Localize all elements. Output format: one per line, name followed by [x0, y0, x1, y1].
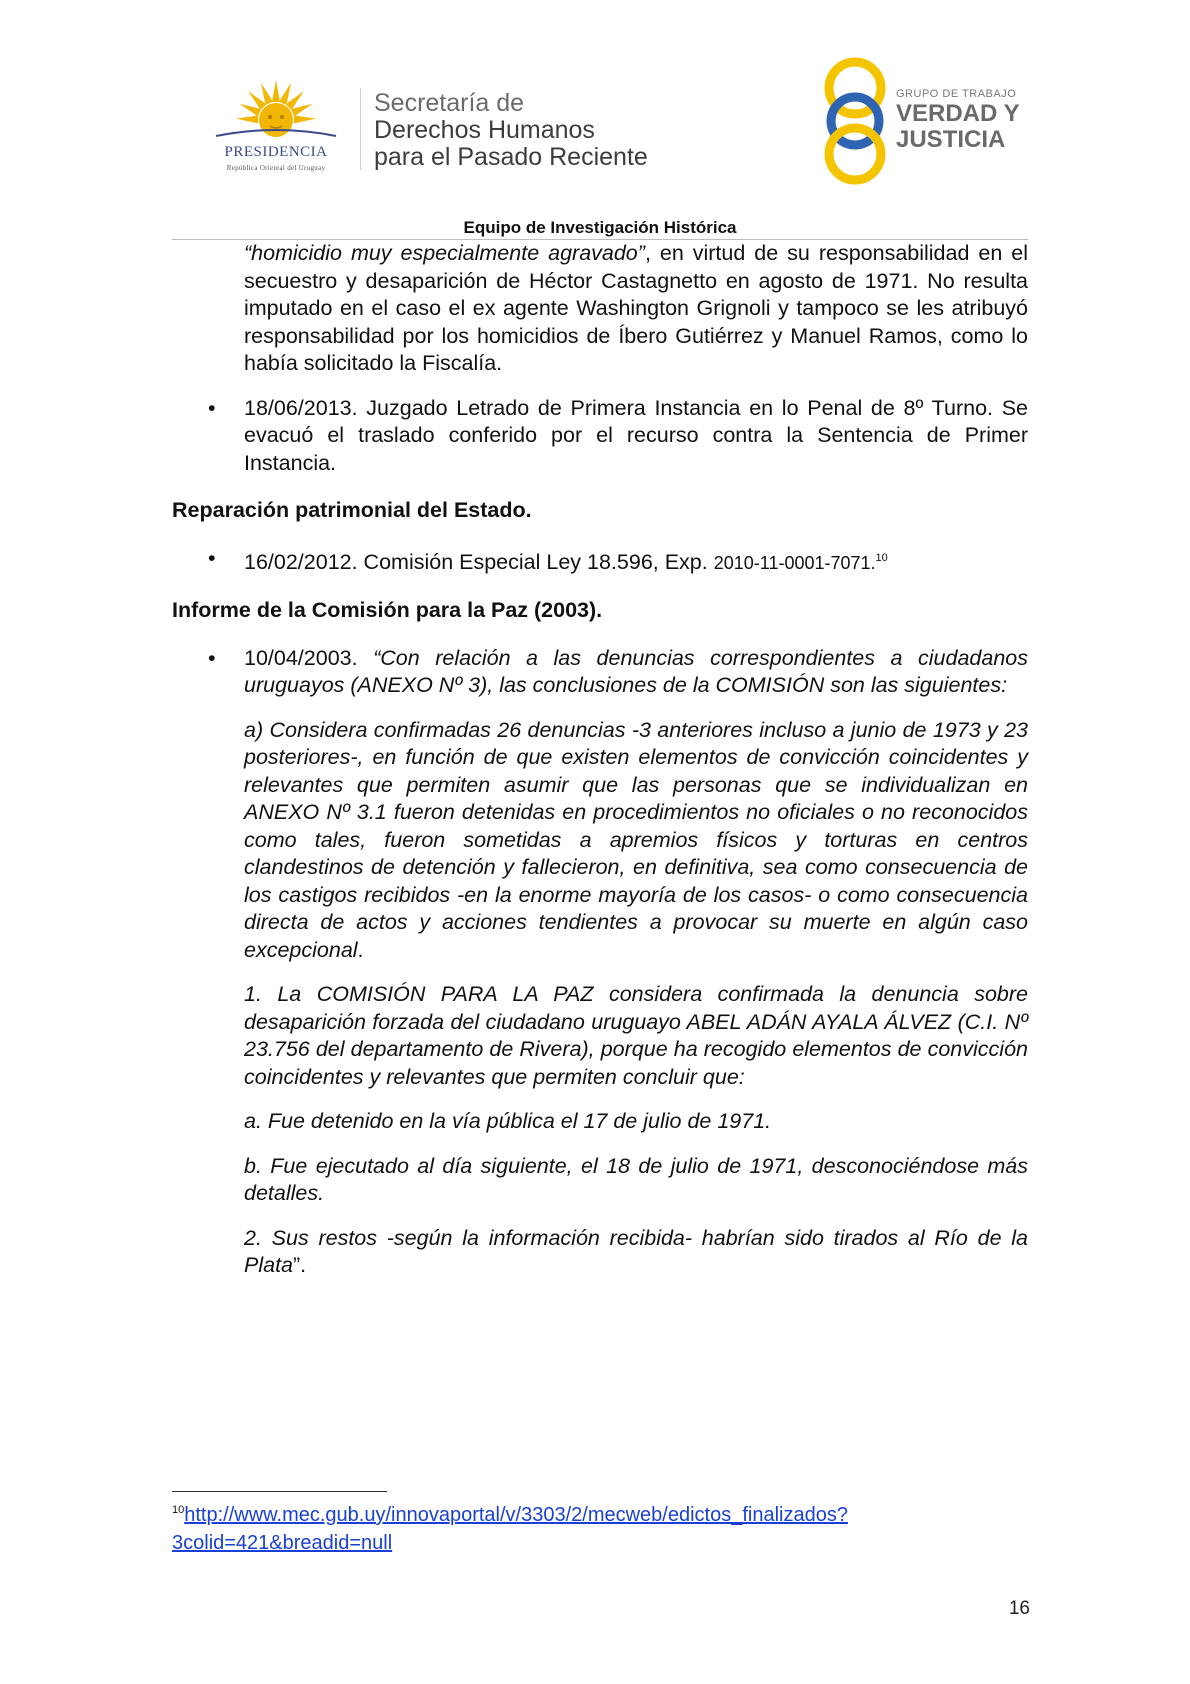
list-item-date: 10/04/2003.	[244, 645, 374, 670]
bullet-icon: •	[208, 395, 216, 420]
quote-text: 2. Sus restos -según la información recibida- habrían sido tirados al Río de la Plata	[244, 1225, 1028, 1277]
list-item-text	[244, 645, 1028, 700]
italic-quote: “Con relación a las denuncias correspondientes a ciudadanos uruguayos (ANEXO Nº 3), las conclusiones de la COMISIÓN son las siguientes:	[244, 645, 1028, 697]
quote-paragraph	[172, 717, 1028, 965]
header-divider	[360, 88, 361, 170]
list-item-text: 18/06/2013. Juzgado Letrado de Primera Instancia en lo Penal de 8º Turno. Se evacuó el traslado conferido por el recurso contra la Sentencia de Primer Instancia.	[244, 395, 1028, 475]
quote-paragraph	[172, 1225, 1028, 1280]
quote-paragraph: b. Fue ejecutado al día siguiente, el 18 de julio de 1971, desconociéndose más detalles.	[244, 1153, 1028, 1205]
section-heading: Reparación patrimonial del Estado.	[172, 498, 532, 522]
rings-icon	[820, 56, 890, 186]
footnote	[172, 1496, 1028, 1557]
section-heading: Informe de la Comisión para la Paz (2003).	[172, 598, 603, 622]
bullet-icon: •	[208, 545, 216, 570]
document-body	[172, 240, 1028, 1280]
list-item	[172, 395, 1028, 478]
grupo-label: GRUPO DE TRABAJO	[896, 88, 1017, 100]
secretaria-line: Secretaría de	[374, 89, 525, 117]
list-item-text	[244, 545, 1028, 578]
footnote-rule	[172, 1491, 387, 1492]
secretaria-line: Derechos Humanos	[374, 116, 595, 144]
list-item	[172, 645, 1028, 700]
footnote-ref[interactable]: 10	[875, 551, 888, 564]
secretaria-line: para el Pasado Reciente	[374, 143, 648, 171]
quote-text: a) Considera confirmadas 26 denuncias -3 anteriores incluso a junio de 1973 y 23 posteriores-, en función de que existen elementos de convicción coincidentes y relevantes que permiten asumir que las personas que se individualizan en ANEXO Nº 3.1 fueron detenidas en procedimientos no oficiales o no reconocidos como tales, fueron sometidas a apremios físicos y torturas en centros clandestinos de detención y fallecieron, en definitiva, sea como consecuencia de los castigos recibidos -en la enorme mayoría de los casos- o como consecuencia directa de actos y acciones tendientes a provocar su muerte en algún caso excepcional	[244, 717, 1028, 962]
quote-end: .	[357, 937, 364, 962]
bullet-icon: •	[208, 645, 216, 670]
footnote-mark: 10	[172, 1504, 185, 1516]
sun-icon	[196, 78, 356, 148]
secretaria-title	[374, 90, 704, 171]
footnote-link-line: 3colid=421&breadid=null	[172, 1532, 393, 1554]
list-item	[172, 545, 1028, 578]
presidencia-logo	[196, 78, 356, 178]
page-header	[0, 0, 1190, 240]
paragraph-continuation	[172, 240, 1028, 378]
quote-paragraph: a. Fue detenido en la vía pública el 17 de julio de 1971.	[244, 1109, 772, 1133]
page-number: 16	[1008, 1598, 1030, 1619]
presidencia-name: PRESIDENCIA	[224, 144, 328, 160]
list-item-label: 16/02/2012. Comisión Especial Ley 18.596, Exp.	[244, 549, 708, 574]
equipo-title: Equipo de Investigación Histórica	[463, 218, 737, 237]
paragraph-text: , en virtud de su responsabilidad en el secuestro y desaparición de Héctor Castagnetto en agosto de 1971. No resulta imputado en el caso el ex agente Washington Grignoli y tampoco se les atribuyó responsabilidad por los homicidios de Íbero Gutiérrez y Manuel Ramos, como lo había solicitado la Fiscalía.	[244, 241, 1029, 375]
presidencia-subtitle: República Oriental del Uruguay	[226, 164, 326, 172]
italic-quote: “homicidio muy especialmente agravado”	[244, 241, 645, 265]
expediente-number: 2010-11-0001-7071.	[713, 552, 876, 573]
quote-end: ”.	[293, 1253, 307, 1277]
quote-paragraph: 1. La COMISIÓN PARA LA PAZ considera confirmada la denuncia sobre desaparición forzada del ciudadano uruguayo ABEL ADÁN AYALA ÁLVEZ (C.I. Nº 23.756 del departamento de Rivera), porque ha recogido elementos de convicción coincidentes y relevantes que permiten concluir que:	[244, 982, 1028, 1089]
grupo-verdad-justicia-logo	[820, 56, 1040, 186]
footnote-link-line: http://www.mec.gub.uy/innovaportal/v/3303/2/mecweb/edictos_finalizados?	[184, 1504, 848, 1526]
grupo-justicia: JUSTICIA	[896, 126, 1006, 153]
footnote-link[interactable]	[172, 1504, 848, 1554]
grupo-verdad: VERDAD Y	[896, 100, 1020, 127]
